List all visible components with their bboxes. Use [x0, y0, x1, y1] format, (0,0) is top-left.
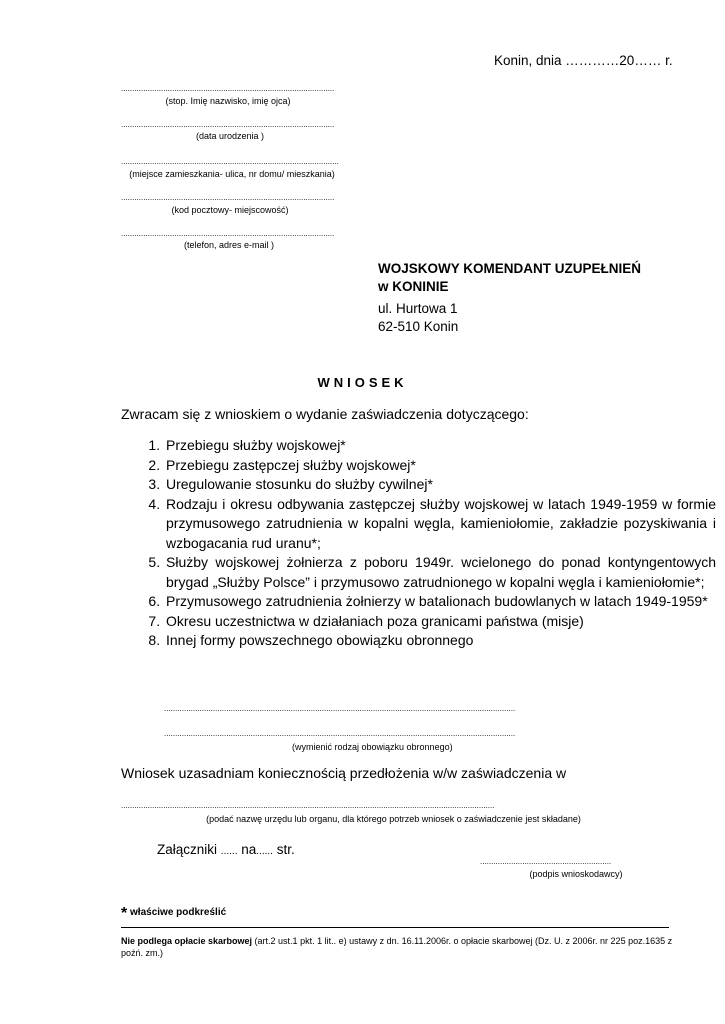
tax-note-bold: Nie podlega opłacie skarbowej	[121, 936, 253, 946]
birthdate-field-dots[interactable]: ................................................................................................	[121, 121, 335, 129]
other-form-dots-2[interactable]: ..............................................................................................................................................................	[164, 730, 516, 738]
list-item[interactable]: 6. Przymusowego zatrudnienia żołnierzy w batalionach budowlanych w latach 1949-1959*	[164, 592, 716, 612]
contact-field-caption: (telefon, adres e-mail )	[183, 240, 275, 250]
recipient-line2: w KONINIE	[378, 279, 449, 294]
footnote-star: *	[121, 905, 128, 922]
reason-dots[interactable]: ........................................................................................................................................................................	[121, 802, 495, 810]
attachments-count-dots[interactable]: ......	[220, 846, 238, 857]
list-item[interactable]: 1. Przebiegu służby wojskowej*	[164, 436, 716, 456]
postal-field-dots[interactable]: ................................................................................................	[121, 194, 335, 202]
recipient-address	[378, 260, 641, 336]
list-item[interactable]: 8. Innej formy powszechnego obowiązku obronnego	[164, 631, 716, 651]
list-item[interactable]: 2. Przebiegu zastępczej służby wojskowej*	[164, 456, 716, 476]
birthdate-field-caption: (data urodzenia )	[195, 131, 265, 141]
place-date: Konin, dnia …………20…… r.	[494, 53, 673, 68]
attachments-str: str.	[276, 842, 295, 857]
request-intro: Zwracam się z wnioskiem o wydanie zaświadczenia dotyczącego:	[121, 406, 529, 422]
attachments-pages-dots[interactable]: ......	[256, 846, 273, 857]
recipient-line1: WOJSKOWY KOMENDANT UZUPEŁNIEŃ	[378, 261, 642, 276]
residence-field-caption: (miejsce zamieszkania- ulica, nr domu/ mieszkania)	[129, 169, 335, 179]
list-item[interactable]: 5. Służby wojskowej żołnierza z poboru 1949r. wcielonego do ponad kontyngentowych brygad „Służby Polsce” i przymusowo zatrudnionego w kopalni węgla i kamieniołomie*;	[164, 553, 716, 592]
list-item[interactable]: 4. Rodzaju i okresu odbywania zastępczej służby wojskowej w latach 1949-1959 w formie przymusowego zatrudnienia w kopalni węgla, kamieniołomie, zakładzie pozyskiwania i wzbogacania rud uranu*;	[164, 495, 716, 554]
attachments-line	[157, 842, 295, 857]
document-title: WNIOSEK	[317, 375, 408, 390]
signature-dots[interactable]: ...........................................................	[480, 858, 612, 866]
recipient-street: ul. Hurtowa 1	[378, 301, 458, 316]
reason-text: Wniosek uzasadniam koniecznością przedłożenia w/w zaświadczenia w	[121, 765, 567, 781]
signature-caption: (podpis wnioskodawcy)	[529, 869, 623, 879]
other-form-caption: (wymienić rodzaj obowiązku obronnego)	[292, 742, 453, 752]
other-form-dots-1[interactable]: ..............................................................................................................................................................	[164, 705, 516, 713]
list-item[interactable]: 7. Okresu uczestnictwa w działaniach poza granicami państwa (misje)	[164, 612, 716, 632]
tax-note-rest: (art.2 ust.1 pkt. 1 lit.. e) ustawy z dn. 16.11.2006r. o opłacie skarbowej (Dz. U. z 2006r. nr 225 poz.1635 z poźń. zm.)	[121, 936, 673, 958]
contact-field-dots[interactable]: ................................................................................................	[121, 230, 335, 238]
name-field-dots[interactable]: ................................................................................................	[121, 85, 335, 93]
request-items-list	[121, 436, 716, 651]
footnote	[121, 905, 226, 923]
residence-field-dots[interactable]: ..................................................................................................	[121, 158, 339, 166]
reason-caption: (podać nazwę urzędu lub organu, dla którego potrzeb wniosek o zaświadczenie jest składane)	[206, 814, 581, 824]
attachments-label: Załączniki	[157, 842, 218, 857]
postal-field-caption: (kod pocztowy- miejscowość)	[171, 205, 289, 215]
name-field-caption: (stop. Imię nazwisko, imię ojca)	[165, 96, 291, 106]
list-item[interactable]: 3. Uregulowanie stosunku do służby cywilnej*	[164, 475, 716, 495]
recipient-city: 62-510 Konin	[378, 319, 459, 334]
attachments-na: na	[241, 842, 257, 857]
tax-note	[121, 935, 676, 959]
divider	[121, 927, 669, 928]
footnote-text: właściwe podkreślić	[130, 907, 227, 918]
